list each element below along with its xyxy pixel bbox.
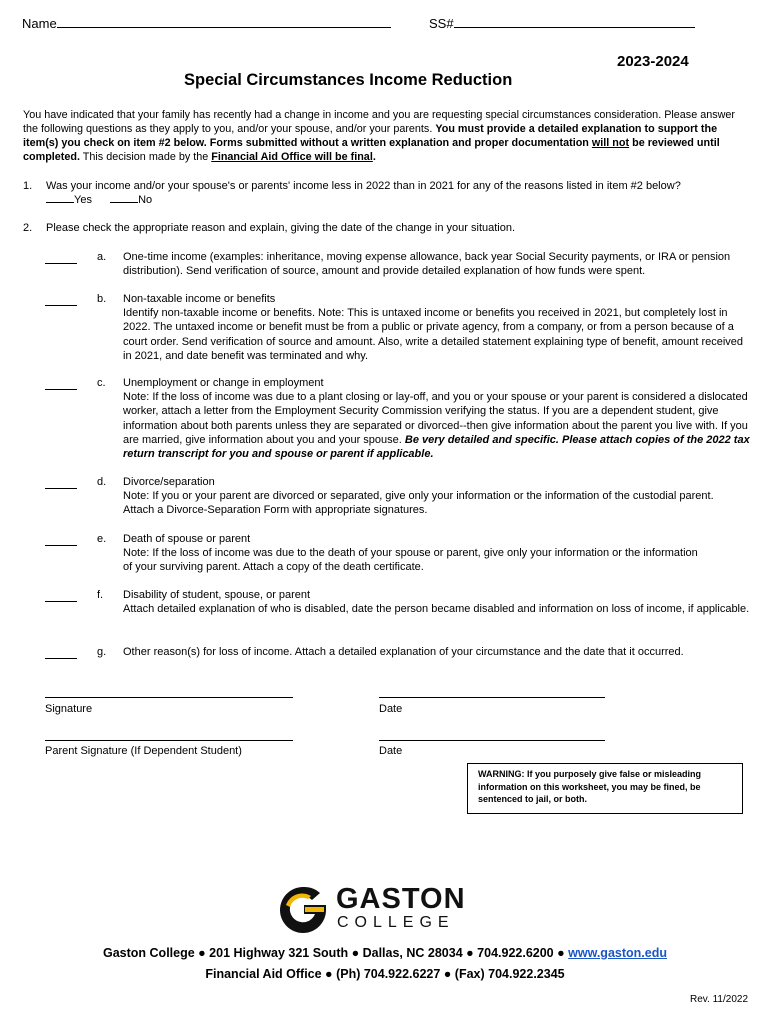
question-1-number: 1. <box>23 180 33 192</box>
item-a-checkbox[interactable] <box>45 250 77 264</box>
date-line-2[interactable] <box>379 740 605 741</box>
website-link[interactable]: www.gaston.edu <box>568 946 667 960</box>
item-f-text: Attach detailed explanation of who is disabled, date the person became disabled and information on loss of income, if applicable. <box>123 603 750 616</box>
item-e-text: Note: If the loss of income was due to the death of your spouse or parent, give only your information or the information of your surviving parent. Attach a copy of the death certificate. <box>123 547 698 574</box>
logo-gaston: GASTON <box>336 883 466 915</box>
ss-field[interactable] <box>429 16 695 31</box>
ss-label: SS# <box>429 16 454 31</box>
item-c-checkbox[interactable] <box>45 376 77 390</box>
ss-line[interactable] <box>454 27 695 28</box>
item-b-checkbox[interactable] <box>45 292 77 306</box>
page-title: Special Circumstances Income Reduction <box>184 71 513 89</box>
item-f: f. Disability of student, spouse, or parent Attach detailed explanation of who is disabled, date the person became disabled and information on loss of income, if applicable. <box>97 588 757 632</box>
question-1-text: Was your income and/or your spouse's or parents' income less in 2022 than in 2021 for any of the reasons listed in item #2 below? <box>46 180 681 192</box>
date-label-1: Date <box>379 703 403 715</box>
item-e-heading: Death of spouse or parent <box>123 533 251 545</box>
no-label: No <box>138 194 153 206</box>
question-2-number: 2. <box>23 222 33 234</box>
item-a-text: One-time income (examples: inheritance, moving expense allowance, back year Social Security payments, or IRA or pension distribution). Send verification of source, amount and provide detailed explanation of how funds were spent. <box>123 251 731 278</box>
footer-financial-aid: Financial Aid Office ● (Ph) 704.922.6227 ● (Fax) 704.922.2345 <box>205 967 565 981</box>
date-label-2: Date <box>379 745 403 757</box>
item-e: e. Death of spouse or parent Note: If the loss of income was due to the death of your spouse or parent, give only your information or the information of your surviving parent. Attach a copy of the death certificate. <box>97 532 747 576</box>
date-line-1[interactable] <box>379 697 605 698</box>
item-g: g. Other reason(s) for loss of income. Attach a detailed explanation of your circumstance and the date that it occurred. <box>97 645 757 661</box>
item-d: d. Divorce/separation Note: If you or your parent are divorced or separated, give only your information or the information of the custodial parent. Attach a Divorce-Separation Form with appropriate signatures. <box>97 475 747 519</box>
item-f-heading: Disability of student, spouse, or parent <box>123 589 311 601</box>
name-label: Name <box>22 16 57 31</box>
item-g-text: Other reason(s) for loss of income. Attach a detailed explanation of your circumstance and the date that it occurred. <box>123 646 684 658</box>
item-d-checkbox[interactable] <box>45 475 77 489</box>
item-d-text: Note: If you or your parent are divorced or separated, give only your information or the information of the custodial parent. Attach a Divorce-Separation Form with appropriate signatures. <box>123 490 714 517</box>
logo-college: COLLEGE <box>337 914 455 931</box>
item-e-checkbox[interactable] <box>45 532 77 546</box>
parent-signature-line[interactable] <box>45 740 293 741</box>
question-1-options <box>46 193 152 207</box>
revision-date: Rev. 11/2022 <box>690 994 749 1005</box>
item-d-heading: Divorce/separation <box>123 476 215 488</box>
question-1 <box>23 179 32 193</box>
item-g-checkbox[interactable] <box>45 645 77 659</box>
item-c: c. Unemployment or change in employment Note: If the loss of income was due to a plant closing or lay-off, and you or your spouse or your parent is considered a dislocated worker, attach a letter from the Employment Security Commission verifying the status. If you are a dependent student, give information about both parents unless they are separated or divorced--then give information about the parent you live with. If you are married, give information about you and your spouse. Be very detailed and specific. Please attach copies of the 2022 tax return transcript for you and spouse or parent if applicable. <box>97 376 757 466</box>
item-c-text: Note: If the loss of income was due to a plant closing or lay-off, and you or your spouse or your parent is considered a dislocated worker, attach a letter from the Employment Security Commission verifying the status. If you are a dependent student, give information about both parents unless they are separated or divorced--then give information about the parent you live with. If you are married, give information about you and your spouse. <box>123 391 748 446</box>
item-b: b. Non-taxable income or benefits Identify non-taxable income or benefits. Note: This is untaxed income or benefits you received in 2021, but completely lost in 2022. The untaxed income or benefit must be from a public or private agency, from a company, or from a person because of a court order. Send verification of source and amount. Also, write a detailed statement explaining type of benefit, amount received in 2021, and date benefit was terminated and why. <box>97 292 747 364</box>
warning-box: WARNING: If you purposely give false or misleading information on this worksheet, you may be fined, be sentenced to jail, or both. <box>467 763 743 814</box>
item-c-emphasis: Be very detailed and specific. Please attach copies of the 2022 tax return transcript for you and spouse or parent if applicable. <box>123 433 750 461</box>
yes-blank[interactable] <box>46 202 74 203</box>
gaston-logo-icon <box>278 885 328 935</box>
item-f-checkbox[interactable] <box>45 588 77 602</box>
item-a: a. One-time income (examples: inheritance, moving expense allowance, back year Social Security payments, or IRA or pension distribution). Send verification of source, amount and provide detailed explanation of how funds were spent. <box>97 250 747 280</box>
name-field[interactable] <box>22 16 391 31</box>
no-blank[interactable] <box>110 202 138 203</box>
name-line[interactable] <box>57 27 391 28</box>
intro-paragraph: You have indicated that your family has recently had a change in income and you are requesting special circumstances consideration. Please answer the following questions as they apply to you, and/or your spouse, and/or your parents. You must provide a detailed explanation to support the item(s) you check on item #2 below. Forms submitted without a written explanation and proper documentation will not be reviewed until completed. This decision made by the Financial Aid Office will be final. <box>23 109 736 163</box>
item-c-heading: Unemployment or change in employment <box>123 377 324 389</box>
yes-label: Yes <box>74 194 92 206</box>
signature-line[interactable] <box>45 697 293 698</box>
parent-signature-label: Parent Signature (If Dependent Student) <box>45 745 242 757</box>
footer-address: Gaston College ● 201 Highway 321 South ● Dallas, NC 28034 ● 704.922.6200 ● www.gaston.edu <box>103 946 667 960</box>
item-b-text: Identify non-taxable income or benefits. Note: This is untaxed income or benefits you received in 2021, but completely lost in 2022. The untaxed income or benefit must be from a public or private agency, from a company, or from a person because of a court order. Send verification of source and amount. Also, write a detailed statement explaining type of benefit, amount received in 2021, and date benefit was terminated and why. <box>123 307 744 362</box>
school-year: 2023-2024 <box>617 53 689 70</box>
signature-label: Signature <box>45 703 93 715</box>
item-b-heading: Non-taxable income or benefits <box>123 293 276 305</box>
question-2-text: Please check the appropriate reason and explain, giving the date of the change in your situation. <box>46 222 516 234</box>
